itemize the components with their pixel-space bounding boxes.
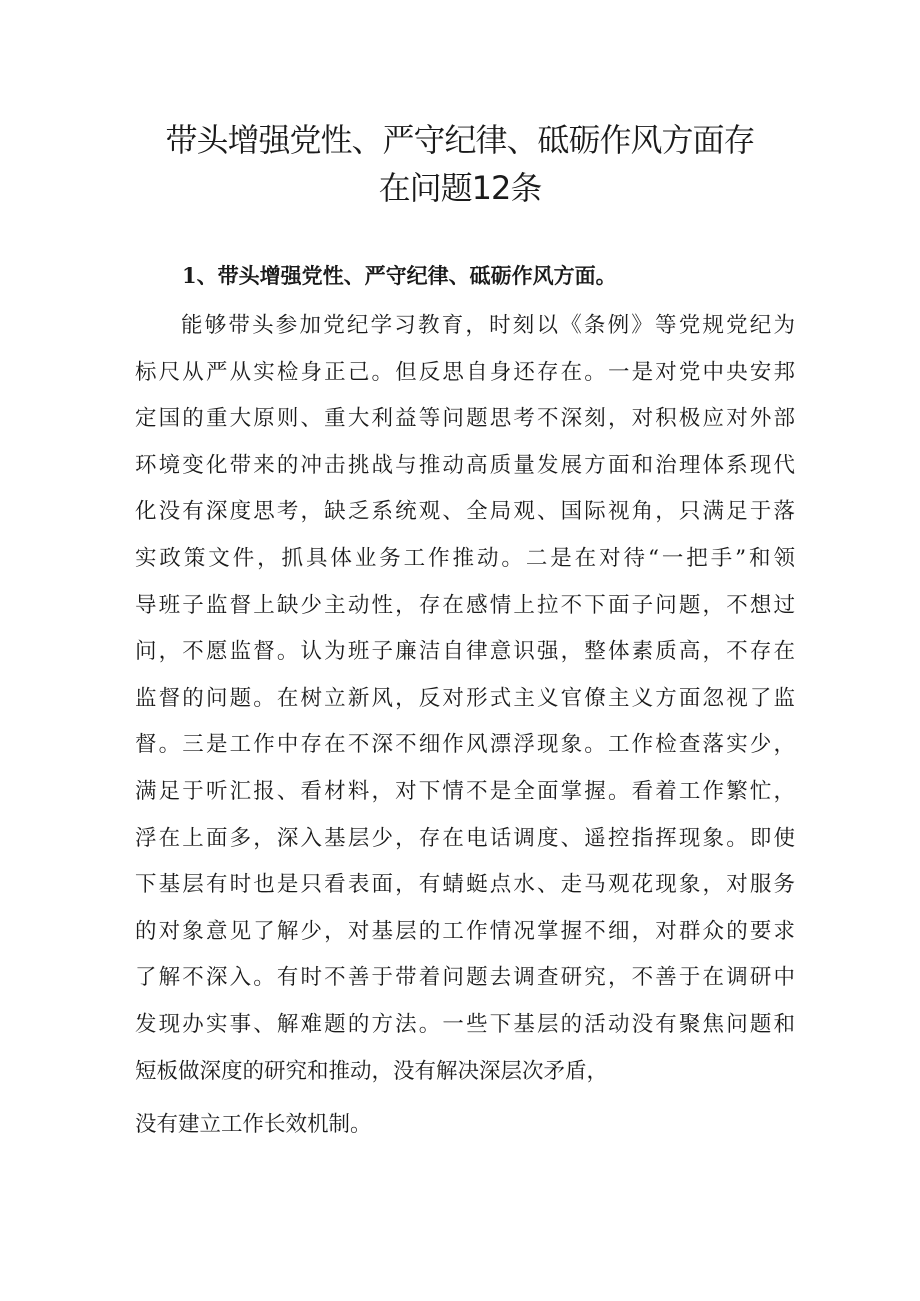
body-line: 的对象意见了解少，对基层的工作情况掌握不细，对群众的要求 [135,918,795,944]
body-line: 导班子监督上缺少主动性，存在感情上拉不下面子问题，不想过 [135,592,795,618]
body-line: 短板做深度的研究和推动，没有解决深层次矛盾， [135,1058,609,1084]
body-line: 标尺从严从实检身正己。但反思自身还存在。一是对党中央安邦 [135,359,795,385]
body-line: 满足于听汇报、看材料，对下情不是全面掌握。看着工作繁忙， [135,778,795,804]
body-line: 督。三是工作中存在不深不细作风漂浮现象。工作检查落实少， [135,732,795,758]
body-paragraph [135,303,795,1095]
body-line: 浮在上面多，深入基层少，存在电话调度、遥控指挥现象。即使 [135,825,795,851]
body-line: 下基层有时也是只看表面，有蜻蜓点水、走马观花现象，对服务 [135,872,795,898]
body-line: 问，不愿监督。认为班子廉洁自律意识强，整体素质高，不存在 [135,639,795,665]
body-line: 化没有深度思考，缺乏系统观、全局观、国际视角，只满足于落 [135,499,795,525]
body-line: 实政策文件，抓具体业务工作推动。二是在对待“一把手”和领 [135,545,795,571]
document-title [120,116,800,212]
section-heading: 1、带头增强党性、严守纪律、砥砺作风方面。 [182,263,617,288]
body-line: 环境变化带来的冲击挑战与推动高质量发展方面和治理体系现代 [135,452,795,478]
body-line: 定国的重大原则、重大利益等问题思考不深刻，对积极应对外部 [135,406,795,432]
body-line: 发现办实事、解难题的方法。一些下基层的活动没有聚焦问题和 [135,1011,795,1037]
body-line: 能够带头参加党纪学习教育，时刻以《条例》等党规党纪为 [181,313,795,338]
title-line-1: 带头增强党性、严守纪律、砥砺作风方面存 [165,121,755,159]
body-line: 监督的问题。在树立新风，反对形式主义官僚主义方面忽视了监 [135,685,795,711]
body-tail-line: 没有建立工作长效机制。 [135,1112,372,1137]
body-line: 了解不深入。有时不善于带着问题去调查研究，不善于在调研中 [135,965,795,991]
title-line-2: 在问题12条 [378,169,542,207]
